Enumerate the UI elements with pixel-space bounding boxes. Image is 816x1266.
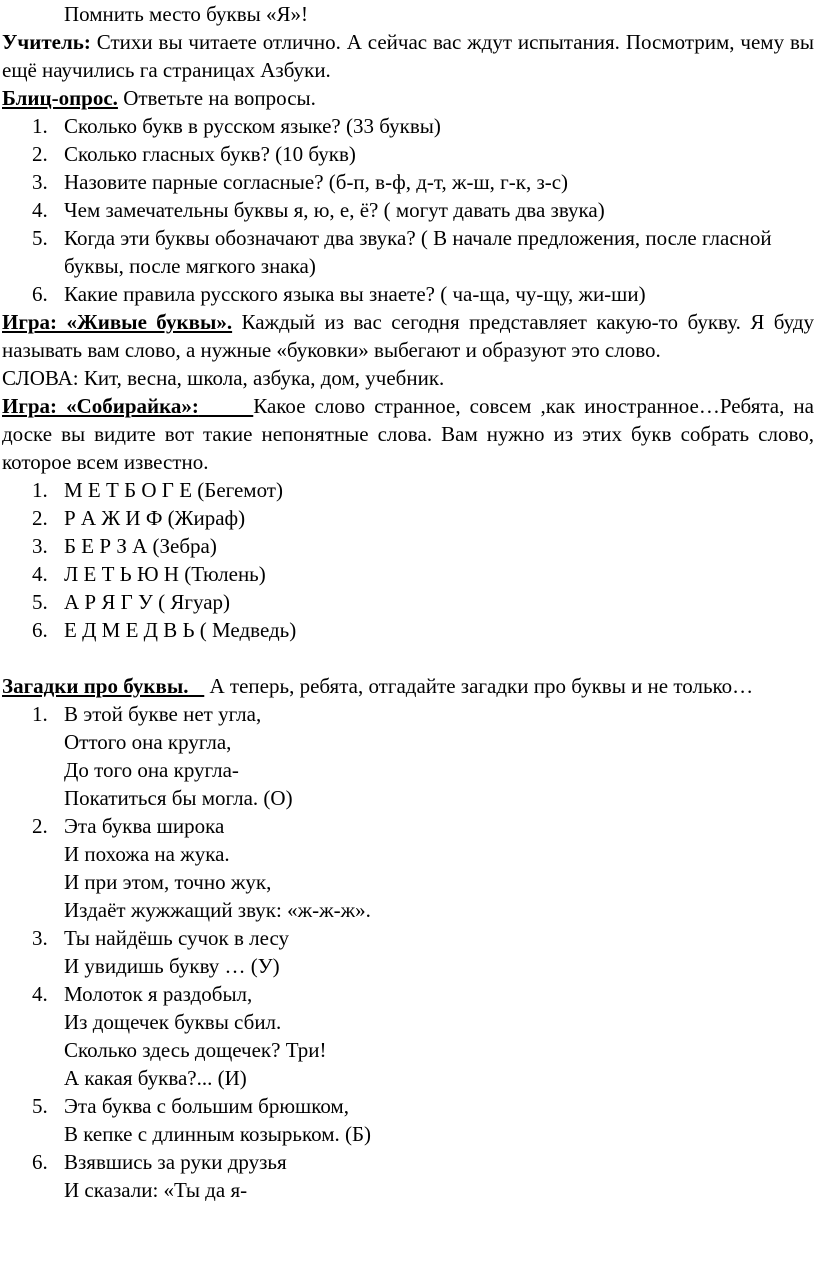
list-item: 3. Ты найдёшь сучок в лесу И увидишь букву … (У) [32, 926, 290, 978]
blitz-heading [2, 84, 814, 112]
list-item: 6. Какие правила русского языка вы знаете? ( ча-ща, чу-щу, жи-ши) [32, 282, 646, 306]
list-item: 5. Когда эти буквы обозначают два звука? ( В начале предложения, после гласной буквы, после мягкого знака) [32, 226, 772, 278]
game-live-text: Каждый из вас сегодня представляет какую-то букву. Я буду называть вам слово, а нужные «буковки» выбегают и образуют это слово. [2, 310, 815, 362]
riddles-label: Загадки про буквы. [2, 674, 189, 698]
list-item: 2. Сколько гласных букв? (10 букв) [32, 142, 356, 166]
riddles-paragraph [2, 672, 814, 700]
underline-spacer [189, 674, 205, 698]
list-item: 4. Чем замечательны буквы я, ю, е, ё? ( могут давать два звука) [32, 198, 605, 222]
teacher-label: Учитель: [2, 30, 91, 54]
list-item: 3. Б Е Р З А (Зебра) [32, 534, 217, 558]
game-collect-text: Какое слово странное, совсем ,как иностранное…Ребята, на доске вы видите вот такие непонятные слова. Вам нужно из этих букв собрать слово, которое всем известно. [2, 394, 814, 474]
blank-line [2, 644, 814, 672]
blitz-text: Ответьте на вопросы. [123, 86, 316, 110]
list-item: 4. Л Е Т Ь Ю Н (Тюлень) [32, 562, 266, 586]
list-item: 5. А Р Я Г У ( Ягуар) [32, 590, 231, 614]
intro-line: Помнить место буквы «Я»! [64, 2, 309, 26]
list-item: 1. М Е Т Б О Г Е (Бегемот) [32, 478, 283, 502]
riddles-text: А теперь, ребята, отгадайте загадки про буквы и не только… [209, 674, 754, 698]
game-collect-paragraph [2, 392, 814, 476]
list-item: 3. Назовите парные согласные? (б-п, в-ф, д-т, ж-ш, г-к, з-с) [32, 170, 569, 194]
teacher-text: Стихи вы читаете отлично. А сейчас вас ждут испытания. Посмотрим, чему вы ещё научились га страницах Азбуки. [2, 30, 815, 82]
list-item: 5. Эта буква с большим брюшком, В кепке с длинным козырьком. (Б) [32, 1094, 372, 1146]
game-collect-label: Игра: «Собирайка»: [2, 394, 199, 418]
underline-spacer [199, 394, 253, 418]
list-item: 6. Взявшись за руки друзья И сказали: «Ты да я- [32, 1150, 287, 1202]
game-live-label: Игра: «Живые буквы». [2, 310, 233, 334]
list-item: 4. Молоток я раздобыл, Из дощечек буквы сбил. Сколько здесь дощечек? Три! А какая буква?... (И) [32, 982, 327, 1090]
teacher-paragraph [2, 28, 814, 84]
blitz-label: Блиц-опрос. [2, 86, 118, 110]
game-collect-list [2, 476, 814, 644]
list-item: 1. Сколько букв в русском языке? (33 буквы) [32, 114, 441, 138]
list-item: 2. Р А Ж И Ф (Жираф) [32, 506, 246, 530]
list-item: 6. Е Д М Е Д В Ь ( Медведь) [32, 618, 297, 642]
game-live-paragraph [2, 308, 814, 364]
list-item: 2. Эта буква широка И похожа на жука. И при этом, точно жук, Издаёт жужжащий звук: «ж-ж-ж». [32, 814, 371, 922]
words-line: СЛОВА: Кит, весна, школа, азбука, дом, учебник. [2, 366, 445, 390]
riddles-list [2, 700, 814, 1204]
list-item: 1. В этой букве нет угла, Оттого она кругла, До того она кругла- Покатиться бы могла. (О) [32, 702, 293, 810]
blitz-list [2, 112, 814, 308]
